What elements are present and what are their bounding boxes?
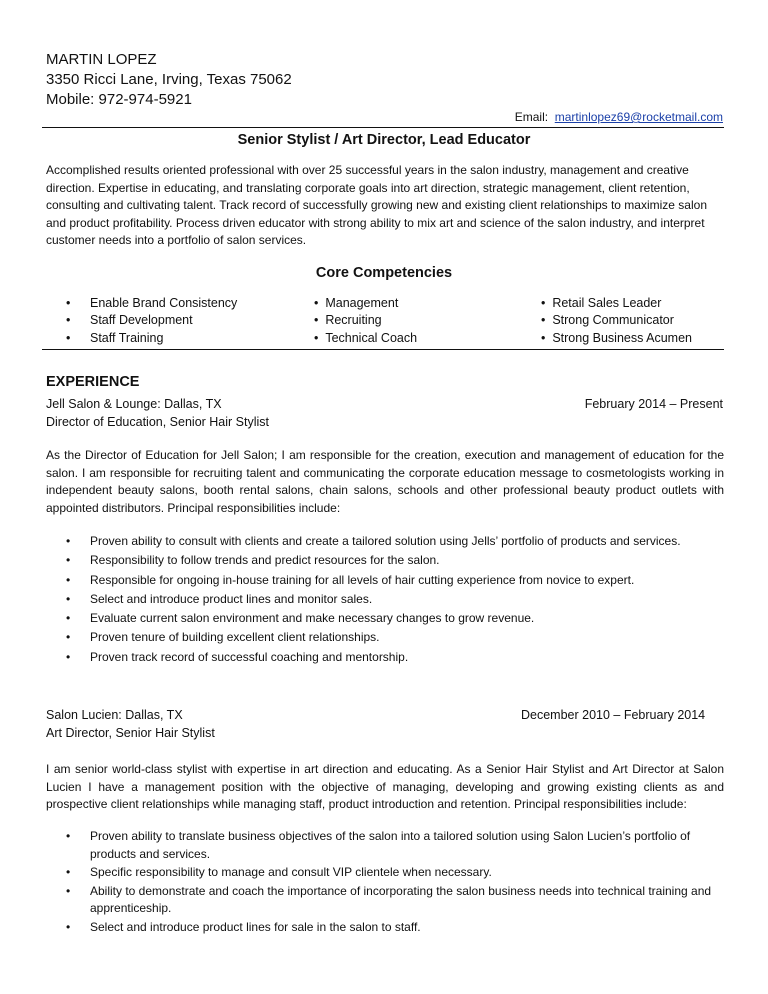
experience-heading: EXPERIENCE xyxy=(46,374,140,390)
job-1-dates: February 2014 – Present xyxy=(584,397,723,411)
job-2-dates: December 2010 – February 2014 xyxy=(521,708,706,722)
email-label: Email: xyxy=(514,110,549,124)
list-item: • Ability to demonstrate and coach the importance of incorporating the salon business needs into technical training and apprenticeship. xyxy=(66,883,712,915)
header-divider xyxy=(42,127,724,128)
list-item: • Evaluate current salon environment and make necessary changes to grow revenue. xyxy=(66,611,535,626)
competency-item: • Retail Sales Leader xyxy=(541,296,662,310)
summary-paragraph: Accomplished results oriented professional with over 25 successful years in the salon industry, management and creative direction. Expertise in educating, and translating corporate goals into art direction, strategic management, client retention, consulting and cultivating talent. Track record of successfully growing new and existing client relationships to maximize salon and product profitability. Process driven educator with strong ability to mix art and science of the salon industry, and interpret customer needs into a portfolio of salon services. xyxy=(46,163,707,247)
list-item: • Select and introduce product lines for sale in the salon to staff. xyxy=(66,919,421,934)
email-line xyxy=(515,110,723,124)
competency-item: • Recruiting xyxy=(314,313,382,327)
list-item: • Specific responsibility to manage and consult VIP clientele when necessary. xyxy=(66,865,492,879)
list-item: • Proven ability to consult with clients and create a tailored solution using Jells’ portfolio of products and services. xyxy=(66,534,681,548)
job-2-responsibilities xyxy=(46,828,726,937)
competencies-divider xyxy=(42,349,724,350)
job-1-employer: Jell Salon & Lounge: Dallas, TX xyxy=(46,397,222,411)
competency-item: • Staff Development xyxy=(66,313,193,327)
address: 3350 Ricci Lane, Irving, Texas 75062 xyxy=(46,71,292,88)
competency-item: • Technical Coach xyxy=(314,331,418,345)
competency-item: • Strong Communicator xyxy=(541,313,674,327)
professional-title: Senior Stylist / Art Director, Lead Educator xyxy=(237,132,531,148)
mobile-phone: Mobile: 972-974-5921 xyxy=(46,91,192,108)
list-item: • Proven track record of successful coaching and mentorship. xyxy=(66,649,409,664)
list-item: • Responsible for ongoing in-house training for all levels of hair cutting experience from novice to expert. xyxy=(66,572,635,587)
list-item: • Proven ability to translate business objectives of the salon into a tailored solution using Salon Lucien’s portfolio of products and services. xyxy=(66,829,691,861)
email-link[interactable]: martinlopez69@rocketmail.com xyxy=(554,110,723,124)
core-competencies-heading: Core Competencies xyxy=(315,265,453,281)
job-1-responsibilities xyxy=(46,532,726,667)
job-2-role: Art Director, Senior Hair Stylist xyxy=(46,726,215,740)
competency-item: • Enable Brand Consistency xyxy=(66,296,238,310)
competency-item: • Staff Training xyxy=(66,331,164,345)
job-2-description: I am senior world-class stylist with expertise in art direction and educating. As a Senior Hair Stylist and Art Director at Salon Lucien I have a management position with the objective of managing, developing and growing existing clients as and prospective client relationships while managing staff, product introduction and retention. Principal responsibilities include: xyxy=(46,762,724,811)
job-1-role: Director of Education, Senior Hair Stylist xyxy=(46,415,270,429)
candidate-name: MARTIN LOPEZ xyxy=(46,51,157,68)
competency-item: • Management xyxy=(314,296,399,310)
job-2-employer: Salon Lucien: Dallas, TX xyxy=(46,708,183,722)
list-item: • Proven tenure of building excellent client relationships. xyxy=(66,630,380,645)
list-item: • Select and introduce product lines and monitor sales. xyxy=(66,591,373,606)
job-1-description: As the Director of Education for Jell Salon; I am responsible for the creation, execution and management of education for the salon. I am responsible for recruiting talent and communicating the corporate education message to cosmetologists working in independent beauty salons, booth rental salons, chain salons, schools and other professional beauty product outlets with appointed distributors. Principal responsibilities include: xyxy=(46,448,724,515)
list-item: • Responsibility to follow trends and predict resources for the salon. xyxy=(66,553,440,568)
competency-item: • Strong Business Acumen xyxy=(541,331,692,345)
